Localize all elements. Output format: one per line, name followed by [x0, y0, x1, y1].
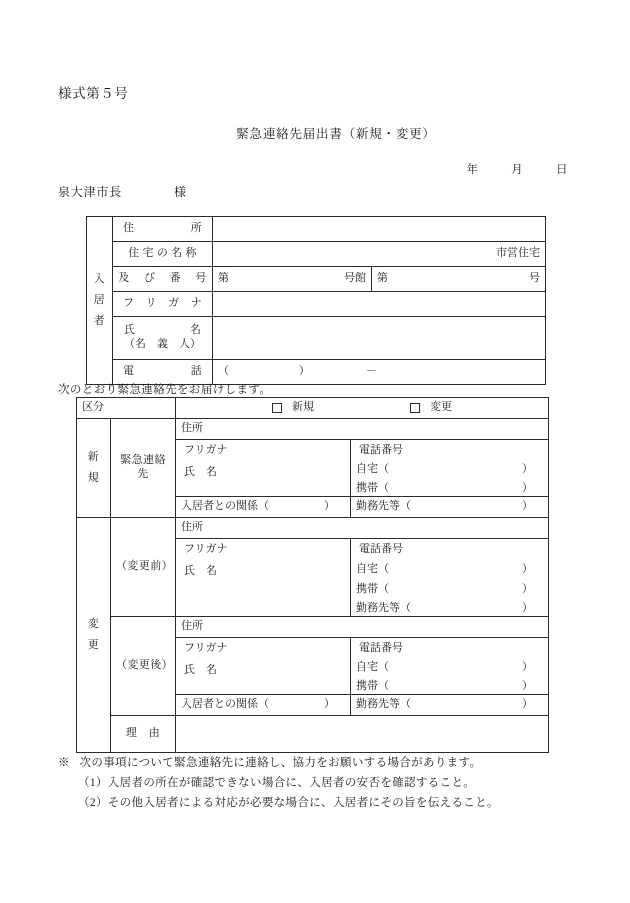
checkbox-label-change: 変更 [430, 401, 452, 414]
before-tel-home-label: 自宅（ [356, 562, 389, 575]
before-address-field[interactable]: 住所 [176, 518, 549, 539]
housing-number-label: 及 び 番 号 [113, 267, 213, 292]
before-tel-home-row[interactable] [356, 557, 543, 577]
section-sub-label-before: （変更前） [111, 518, 176, 617]
before-tel-work-label: 勤務先等（ [356, 602, 411, 615]
side-label-new-char-1: 規 [87, 472, 100, 484]
new-tel-heading: 電話番号 [359, 444, 403, 456]
building-number-cell[interactable] [213, 267, 372, 292]
building-prefix: 第 [218, 272, 229, 285]
after-tel-work-cell[interactable] [351, 695, 549, 716]
document-title: 緊急連絡先届出書（新規・変更） [236, 127, 436, 141]
row-reason [77, 716, 549, 753]
footnote-item-1: （1）入居者の所在が確認できない場合に、入居者の安否を確認すること。 [78, 777, 476, 790]
before-tel-mobile-row[interactable] [356, 577, 543, 597]
checkbox-icon-change[interactable] [410, 403, 420, 413]
after-relation-cell[interactable] [176, 695, 351, 716]
building-suffix: 号館 [344, 272, 366, 285]
emergency-contact-table [76, 397, 549, 753]
new-name-label: 氏 名 [184, 465, 217, 478]
date-month-label: 月 [511, 164, 524, 176]
footnote-heading-text: 次の事項について緊急連絡先に連絡し、協力をお願いする場合があります。 [79, 757, 482, 769]
before-tel-work-close: ） [522, 602, 533, 615]
new-tel-work-cell[interactable] [351, 497, 549, 518]
address-label: 住 所 [113, 217, 213, 242]
before-furigana-label: フリガナ [184, 543, 228, 555]
side-label-change-char-0: 変 [87, 618, 100, 631]
after-tel-work-close: ） [522, 698, 533, 711]
row-address [87, 217, 546, 242]
after-tel-home-close: ） [522, 660, 533, 673]
new-tel-mobile-close: ） [522, 481, 533, 494]
kubun-label: 区分 [77, 398, 176, 419]
resident-side-label [87, 217, 113, 385]
row-before-address [77, 518, 549, 539]
row-new-address [77, 419, 549, 440]
after-furigana-label: フリガナ [184, 642, 228, 654]
name-label-cell [113, 317, 213, 360]
housing-type-value[interactable]: 市営住宅 [213, 242, 546, 267]
side-label-char-0: 入 [93, 273, 106, 286]
address-input[interactable] [213, 217, 546, 242]
before-tel-mobile-label: 携帯（ [356, 582, 389, 595]
furigana-input[interactable] [213, 292, 546, 317]
new-tel-home-label: 自宅（ [356, 462, 389, 475]
new-tel-cell[interactable] [351, 440, 549, 497]
addressee-honorific: 様 [174, 185, 187, 199]
new-name-cell[interactable] [176, 440, 351, 497]
after-tel-mobile-row[interactable] [356, 675, 543, 694]
row-after-address [77, 617, 549, 638]
section-sub-label-new: 緊急連絡先 [111, 419, 176, 518]
name-label: 氏 名 [124, 324, 201, 337]
before-tel-home-close: ） [522, 562, 533, 575]
form-number: 様式第５号 [58, 86, 129, 101]
new-tel-work-label: 勤務先等（ [356, 500, 411, 513]
room-suffix: 号 [529, 272, 540, 285]
row-housing-number [87, 267, 546, 292]
after-tel-heading: 電話番号 [359, 642, 403, 654]
housing-name-label: 住 宅 の 名 称 [113, 242, 213, 267]
row-kubun [77, 398, 549, 419]
checkbox-label-new: 新規 [292, 401, 314, 414]
after-tel-home-label: 自宅（ [356, 660, 389, 673]
telephone-area-open: （ [218, 365, 230, 378]
new-tel-home-row[interactable] [356, 458, 543, 477]
after-name-cell[interactable] [176, 638, 351, 695]
side-label-char-1: 居 [93, 294, 106, 307]
footnotes [58, 753, 499, 813]
telephone-label: 電 話 [113, 360, 213, 385]
new-relation-label: 入居者との関係（ [181, 500, 269, 513]
after-name-label: 氏 名 [184, 663, 217, 676]
footnote-heading [58, 753, 499, 773]
before-tel-heading: 電話番号 [359, 543, 403, 555]
after-relation-close: ） [324, 698, 335, 711]
new-relation-close: ） [324, 500, 335, 513]
reason-label: 理 由 [111, 716, 176, 753]
name-sub-label: （名 義 人） [124, 338, 201, 350]
row-name [87, 317, 546, 360]
after-tel-mobile-close: ） [522, 679, 533, 692]
telephone-area-close: ） [298, 365, 311, 378]
date-line [467, 161, 569, 177]
footnote-marker: ※ [58, 757, 70, 769]
before-name-cell[interactable] [176, 539, 351, 617]
kubun-options [176, 398, 549, 419]
before-name-label: 氏 名 [184, 564, 217, 577]
name-input[interactable] [213, 317, 546, 360]
new-tel-work-close: ） [522, 500, 533, 513]
furigana-label: フ リ ガ ナ [113, 292, 213, 317]
new-tel-home-close: ） [522, 462, 533, 475]
before-tel-work-row[interactable] [356, 596, 543, 616]
new-address-field[interactable]: 住所 [176, 419, 549, 440]
new-tel-mobile-row[interactable] [356, 477, 543, 496]
checkbox-option-new[interactable] [272, 401, 314, 415]
after-tel-home-row[interactable] [356, 656, 543, 675]
room-number-cell[interactable] [372, 267, 546, 292]
after-relation-label: 入居者との関係（ [181, 698, 269, 711]
after-tel-cell[interactable] [351, 638, 549, 695]
checkbox-icon-new[interactable] [272, 403, 282, 413]
date-year-label: 年 [466, 164, 479, 176]
new-tel-mobile-label: 携帯（ [356, 481, 389, 494]
side-label-new-char-0: 新 [87, 451, 100, 464]
addressee-name: 泉大津市長 [58, 185, 123, 199]
after-address-field[interactable]: 住所 [176, 617, 549, 638]
section-side-label-change [77, 518, 111, 753]
row-furigana [87, 292, 546, 317]
new-relation-cell[interactable] [176, 497, 351, 518]
new-furigana-label: フリガナ [184, 444, 228, 456]
before-tel-cell[interactable] [351, 539, 549, 617]
intro-text: 次のとおり緊急連絡先をお届けします。 [58, 384, 272, 396]
side-label-char-2: 者 [93, 314, 106, 327]
before-tel-mobile-close: ） [522, 582, 533, 595]
checkbox-option-change[interactable] [410, 401, 452, 415]
reason-input[interactable] [176, 716, 549, 753]
section-side-label-new [77, 419, 111, 518]
side-label-change-char-1: 更 [87, 639, 100, 651]
date-day-label: 日 [556, 164, 568, 176]
addressee-line [58, 183, 187, 200]
section-sub-label-after: （変更後） [111, 617, 176, 716]
footnote-item-2: （2）その他入居者による対応が必要な場合に、入居者にその旨を伝えること。 [78, 797, 499, 810]
after-tel-work-label: 勤務先等（ [356, 698, 411, 711]
telephone-dash: － [365, 365, 378, 378]
row-housing-name [87, 242, 546, 267]
resident-info-table [86, 216, 546, 385]
room-prefix: 第 [377, 272, 388, 285]
after-tel-mobile-label: 携帯（ [356, 679, 389, 692]
